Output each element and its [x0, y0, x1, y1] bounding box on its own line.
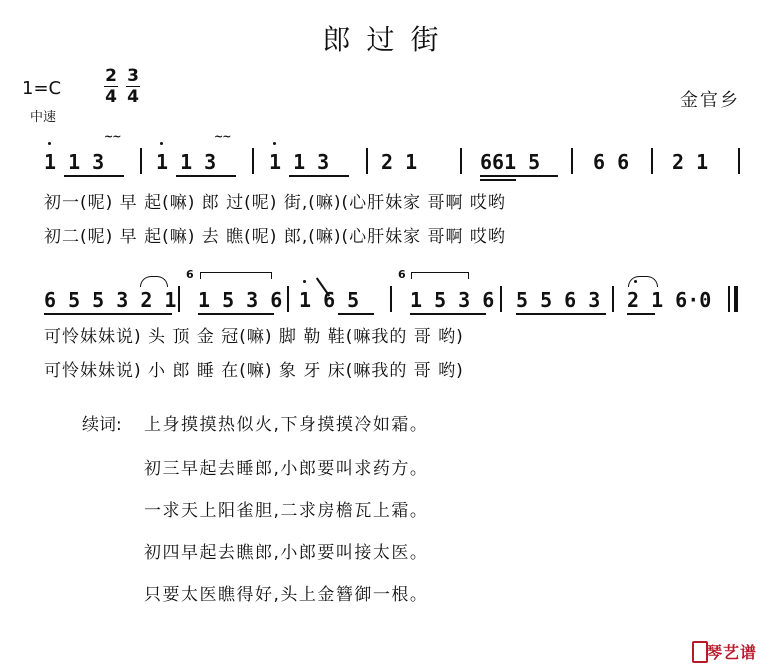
octave-dot	[303, 280, 306, 283]
measure-4: 2 1	[381, 150, 418, 174]
beam-underline	[176, 175, 236, 177]
measure-1: 1 1 3	[44, 150, 105, 174]
lyric-row1-line2: 初二(呢) 早 起(嘛) 去 瞧(呢) 郎,(嘛)(心肝妹家 哥啊 哎哟	[44, 227, 506, 247]
meter2-denominator: 4	[127, 87, 139, 107]
time-signature-2	[126, 66, 140, 107]
time-signature-1	[104, 66, 118, 107]
octave-dot	[273, 142, 276, 145]
barline	[612, 286, 614, 312]
grace-note: 6	[398, 268, 406, 281]
barline	[366, 148, 368, 174]
barline	[140, 148, 142, 174]
phrase-bracket	[411, 272, 469, 279]
verse-line-2: 初三早起去睡郎,小郎要叫求药方。	[144, 459, 429, 479]
key-signature: 1=C	[22, 78, 62, 99]
measure-12: 5 5 6 3	[516, 288, 601, 312]
meter1-numerator: 2	[105, 66, 117, 86]
verses-label: 续词:	[82, 415, 122, 435]
verse-line-4: 初四早起去瞧郎,小郎要叫接太医。	[144, 543, 429, 563]
song-title: 郎过街	[322, 23, 455, 56]
beam-underline	[338, 313, 374, 315]
lyric-row2-line1: 可怜妹妹说) 头 顶 金 冠(嘛) 脚 勒 鞋(嘛我的 哥 哟)	[44, 327, 464, 347]
octave-dot	[48, 142, 51, 145]
measure-7: 2 1	[672, 150, 709, 174]
barline	[287, 286, 289, 312]
measure-8: 6 5 5 3 2 1	[44, 288, 177, 312]
beam-underline	[480, 179, 516, 181]
beam-underline	[198, 313, 274, 315]
trill-ornament-icon: ~~	[104, 130, 121, 143]
beam-underline	[516, 313, 606, 315]
octave-dot	[634, 280, 637, 283]
measure-5: 661 5	[480, 150, 541, 174]
verse-line-3: 一求天上阳雀胆,二求房檐瓦上霜。	[144, 501, 429, 521]
phrase-bracket	[200, 272, 272, 279]
beam-underline	[410, 313, 486, 315]
measure-2: 1 1 3	[156, 150, 217, 174]
meter2-numerator: 3	[127, 66, 139, 86]
barline	[178, 286, 180, 312]
lyric-row1-line1: 初一(呢) 早 起(嘛) 郎 过(呢) 街,(嘛)(心肝妹家 哥啊 哎哟	[44, 193, 506, 213]
barline	[571, 148, 573, 174]
final-barline-thick	[734, 286, 738, 312]
tie-slur	[140, 276, 168, 287]
trill-ornament-icon: ~~	[214, 130, 231, 143]
lyric-row2-line2: 可怜妹妹说) 小 郎 睡 在(嘛) 象 牙 床(嘛我的 哥 哟)	[44, 361, 464, 381]
measure-9: 1 5 3 6	[198, 288, 283, 312]
measure-11: 1 5 3 6	[410, 288, 495, 312]
measure-3: 1 1 3	[269, 150, 330, 174]
beam-underline	[480, 175, 558, 177]
tempo-marking: 中速	[30, 110, 57, 125]
verse-line-5: 只要太医瞧得好,头上金簪御一根。	[144, 585, 429, 605]
grace-note: 6	[186, 268, 194, 281]
final-barline	[728, 286, 730, 312]
verse-line-1: 上身摸摸热似火,下身摸摸冷如霜。	[144, 415, 429, 435]
beam-underline	[44, 313, 172, 315]
barline	[252, 148, 254, 174]
measure-13: 2 1 6·0	[627, 288, 712, 312]
barline	[390, 286, 392, 312]
barline	[738, 148, 740, 174]
barline	[651, 148, 653, 174]
measure-6: 6 6	[593, 150, 630, 174]
tie-slur	[628, 276, 658, 287]
beam-underline	[289, 175, 349, 177]
barline	[500, 286, 502, 312]
watermark-logo: 琴艺谱	[706, 643, 758, 662]
region-credit: 金官乡	[680, 90, 740, 111]
octave-dot	[160, 142, 163, 145]
beam-underline	[64, 175, 124, 177]
barline	[460, 148, 462, 174]
beam-underline	[627, 313, 655, 315]
meter1-denominator: 4	[105, 87, 117, 107]
measure-10: 1 6 5	[299, 288, 360, 312]
